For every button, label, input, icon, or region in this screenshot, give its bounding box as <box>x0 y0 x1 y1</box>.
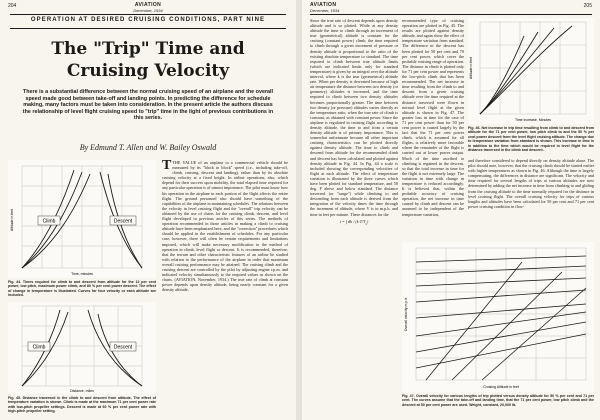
right-page <box>302 0 600 420</box>
figure-46-caption: Fig. 46. Net increase in trip time resulting from climb to and descent from altitude for the 71 per cent power, low pitch climb to and the 50 % per cent power descent from the level flight cruising altitude. The change due to temperature variation from standard is shown. This increase in time is in addition to the time which would be required in level flight for the distance traversed in the climb and descent. <box>468 126 594 153</box>
climb-label: Climb <box>32 344 46 351</box>
body-column <box>162 160 288 414</box>
figure-46 <box>468 18 594 124</box>
page-number: 204 <box>8 3 17 9</box>
body-text: THE VALUE of an airplane to a commercial vehicle should be measured by its "block to block" speed (i.e., including take-off, climb, cruising, descent and landing), rather than by its absolute cruising velocity at a fixed height. In airline operations, also, which depend for their success upon mobility, the total elapsed time required for any particular operation is of utmost importance. The pilot must know how his operation in the airplane in each portion of the flight affects the entire flight. The ground personnel also should have something of the capabilities of the airplane in maintaining schedules. The relations between the velocity in level cruising flight and the "overall" trip velocity can be obtained by the use of charts for the cruising climb, descent, and level flight developed in previous articles of this series. The methods of operation recommended in those articles in making a climb to cruising altitude have been emphasized here, and the "correction" procedures which should be applied in the establishment of schedules. For any particular case, however, there will often be certain requirements and limitations imposed, which will make necessary modification to the method of operation in climb, level flight or descent. It is recommended, therefore, that the terrain and other characteristic features of an airline be studied with relation to the performance of the airplane in order that maximum overall cruising performance may be attained. The cruising climb and the cruising descent are controlled by the pilot by adjusting engine r.p.m. and indicated velocity simultaneously to the required values as shown on the charts. (AVIATION, November, 1934.) The true rate of climb at constant power depends upon density altitude, being nearly constant for a given density altitude. <box>162 160 288 293</box>
figure-44-chart <box>8 160 156 278</box>
body-column-2 <box>402 18 464 238</box>
y-axis-label: Altitude in feet <box>469 56 473 80</box>
top-rule <box>310 14 592 15</box>
descent-label: Descent <box>113 218 133 225</box>
y-axis-label: Altitude in feet <box>10 208 14 232</box>
climb-label: Climb <box>42 218 56 225</box>
issue-date: December, 1934 <box>133 8 163 13</box>
body-text: Since the true rate of descent depends upon density altitude and is so plotted. While at any density altitude the time to climb through an increment of true (geometrical) altitude is constant for the cruising (constant power) climb, the time required to climb through a given increment of pressure or density altitude is proportional to the ratio of the existing absolute temperature to standard. The time required to climb between true altitude limits (which are indicated limits only for standard temperature) is given by an integral over the altitude interval, where k is the true (geometrical) altitude rate. When per density is decreased because of high air temperature the distance between two density (or geometry) altitudes is increased, and the time required to climb between two density altitudes becomes proportionally greater. The time between two density (or pressure) altitudes varies directly as the temperature ratio, when the true rate of climb is constant, as obtained with constant power. Since the airplane is regulated in cruising flight according to density altitude, the time to and from a certain density altitude is of primary importance. This is somewhat unfortunate because all other important cruising characteristics can be plotted directly against density altitude. The time to climb and descend from altitude for the recommended climb and descent has been calculated and plotted against density altitude in Fig. 44. In Fig. 44 a scale is included showing the corresponding velocities of flight at each altitude. The effect of temperature variation is illustrated by the three curves which have been plotted for standard temperature, and 50 deg. F above and below standard. The distance traversed (or "range") while climbing to and descending from each altitude is derived from the integration of the velocity times the time through the increment of altitude, where V is in m.p.h. and time in feet per minute. These distances for the <box>310 18 398 217</box>
body-text: recommended type of cruising operation are plotted in Fig. 45. The results are plotted against density altitude, and again show the effect of temperature variation from standard. The difference in the descent has been plotted for 50 per cent and 70 per cent power, which cover the probable cruising range of operation. The distance in climb is plotted only for 71 per cent power and represents the low-pitch climb that has been recommended. The net increase in time resulting from the climb to and descent from a given cruising altitude over the time required at the distance traversed were flown in normal level flight at the given altitude is shown in Fig. 47. The greater loss in time for the case of 71 per cent power than for 50 per cent power is caused largely by the fact that the 71 per cent power climb, which is assumed for all flights, is relatively more favorable where the remainder of the flight is carried out at lower power output. Much of the time ascribed to climbing is regained in the descent, so that the total increase in time for the flight is not extremely large. The variation in time with change in temperature is reduced accordingly. It is believed that, within the probable accuracy of cruising operation, the net increase in time caused by climb and descent can be assumed to be independent of the temperature variation, <box>402 18 464 217</box>
left-page <box>0 0 296 420</box>
intro-paragraph: There is a substantial difference between the normal cruising speed of an airplane and the overall speed made good between take-off and landing points. In predicting the difference for schedule making, many factors must be taken into consideration. In the present article the authors discuss the relationship of level flight cruising speed to "trip" time in the light of previous contributions in this series. <box>22 89 274 122</box>
figure-47-caption: Fig. 47. Overall velocity for various lengths of trip plotted versus density altitude for 50 % per cent and 71 per cent. The curves assume that the take-off and landing time, that the 71 per cent power, low pitch climb and the descent at 50 per cent power are used. Weight, constant, 20,000 lb. <box>402 394 594 407</box>
figure-47-chart <box>402 242 594 392</box>
magazine-name: AVIATION <box>134 2 162 8</box>
body-column-3 <box>468 158 594 238</box>
figure-46-chart <box>468 18 594 124</box>
x-axis-label: Time increase, Minutes <box>514 118 552 122</box>
y-axis-label: Overall velocity m.p.h. <box>404 296 408 332</box>
drop-cap: T <box>162 160 172 173</box>
equation: t = ∫ dh / $(k\cdot T/T_s)$ <box>339 218 369 226</box>
figure-47 <box>402 242 594 392</box>
top-rule <box>10 14 286 15</box>
byline: By Edmund T. Allen and W. Bailey Oswald <box>79 143 217 152</box>
title-line-1: The "Trip" Time and <box>51 39 245 59</box>
running-head <box>310 2 370 14</box>
figure-44-caption: Fig. 44. Times required for climb to and descent from altitude for the 12 per cent power, low pitch, maximum power climb, and 80 % per cent power descent. The effect of change in temperature is illustrated. Curves for four velocity or each altitude are included. <box>8 280 156 298</box>
series-heading: OPERATION AT DESIRED CRUISING CONDITIONS, PART NINE <box>30 17 266 23</box>
issue-date: December, 1934 <box>310 8 340 13</box>
article-title <box>10 38 286 82</box>
series-rule <box>10 28 286 29</box>
figure-45-caption: Fig. 45. Distance traversed in the climb to and descent from altitude. The effect of temperature variation is shown. Climb is made at the maximum 71 per cent power rate with low-pitch propeller settings. Descent is made at 60 % per cent power rate with high-pitch propeller setting. <box>8 396 156 414</box>
figure-44 <box>8 160 156 278</box>
running-head <box>118 2 178 14</box>
figure-45 <box>8 302 156 394</box>
descent-label: Descent <box>113 344 133 351</box>
body-column-1 <box>310 18 398 414</box>
x-axis-label: Distance, miles <box>70 389 94 393</box>
x-axis-label: Time, minutes <box>71 272 93 276</box>
x-axis-label: Cruising Altitude in feet <box>483 385 519 389</box>
title-line-2: Cruising Velocity <box>66 61 230 81</box>
magazine-name: AVIATION <box>310 2 337 8</box>
page-number: 205 <box>583 3 592 9</box>
figure-45-chart <box>8 302 156 394</box>
body-text: and therefore considered to depend directly on density altitude alone. The pilot should note, however, that the cruising climb should be started earlier with higher temperatures as shown in Fig. 46. Although the time is largely compensating, the differences in distance are significant. The velocity and time required for several lengths of trips at various altitudes are now determined by adding the net increase in time from climbing to and gliding from the cruising altitude to the time normally required for the distance in level cruising flight. The overall cruising velocity for trips of various lengths and altitudes have been calculated for 50 per cent and 71 per cent power cruising condition in flow- <box>468 158 594 209</box>
